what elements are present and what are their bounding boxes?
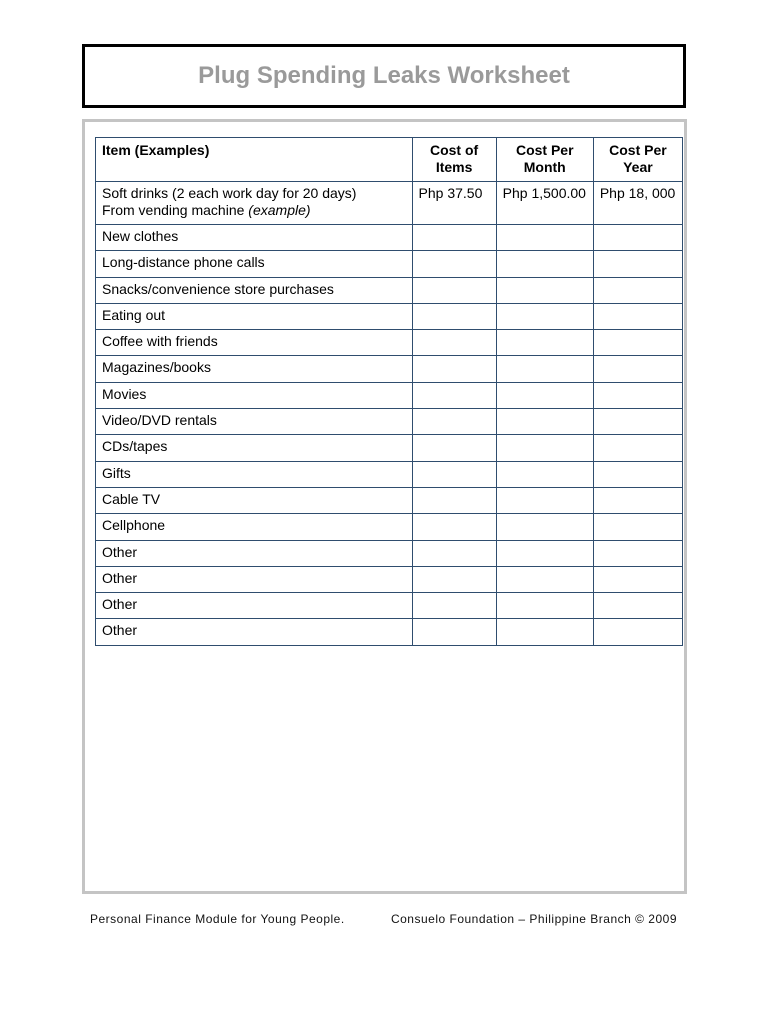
example-row <box>96 182 683 225</box>
title-box <box>82 44 686 108</box>
cost-year-cell[interactable] <box>593 277 682 303</box>
cost-year-cell[interactable] <box>593 619 682 645</box>
header-item <box>96 138 413 182</box>
cost-month-cell[interactable] <box>496 303 593 329</box>
header-cost-month-line1: Cost Per <box>515 142 574 158</box>
cost-year-cell[interactable] <box>593 566 682 592</box>
cost-items-cell[interactable] <box>412 593 496 619</box>
example-item-cell <box>96 182 413 225</box>
header-cost-year-line2: Year <box>623 159 653 175</box>
table-row <box>96 593 683 619</box>
table-row <box>96 382 683 408</box>
cost-month-cell[interactable] <box>496 487 593 513</box>
item-label-cell: Movies <box>96 382 413 408</box>
cost-items-cell[interactable] <box>412 303 496 329</box>
item-label-cell: Video/DVD rentals <box>96 409 413 435</box>
cost-year-cell[interactable] <box>593 409 682 435</box>
item-label-cell: Cable TV <box>96 487 413 513</box>
cost-year-cell[interactable] <box>593 487 682 513</box>
cost-month-cell[interactable] <box>496 435 593 461</box>
cost-year-cell[interactable] <box>593 356 682 382</box>
page-title: Plug Spending Leaks Worksheet <box>198 62 570 89</box>
item-label-cell: Eating out <box>96 303 413 329</box>
cost-items-cell[interactable] <box>412 619 496 645</box>
table-row <box>96 225 683 251</box>
table-row <box>96 251 683 277</box>
example-cost-year: Php 18, 000 <box>593 182 682 225</box>
cost-year-cell[interactable] <box>593 435 682 461</box>
table-row <box>96 435 683 461</box>
cost-items-cell[interactable] <box>412 382 496 408</box>
item-label-cell: Long-distance phone calls <box>96 251 413 277</box>
item-label-cell: New clothes <box>96 225 413 251</box>
cost-items-cell[interactable] <box>412 225 496 251</box>
cost-month-cell[interactable] <box>496 277 593 303</box>
item-label-cell: Cellphone <box>96 514 413 540</box>
example-italic-note: (example) <box>248 202 311 218</box>
cost-month-cell[interactable] <box>496 461 593 487</box>
item-label-cell: Other <box>96 540 413 566</box>
header-cost-items-line1: Cost of <box>429 142 479 158</box>
table-row <box>96 330 683 356</box>
example-line2: From vending machine <box>102 202 249 218</box>
cost-items-cell[interactable] <box>412 487 496 513</box>
cost-month-cell[interactable] <box>496 225 593 251</box>
cost-items-cell[interactable] <box>412 566 496 592</box>
cost-month-cell[interactable] <box>496 593 593 619</box>
cost-month-cell[interactable] <box>496 566 593 592</box>
cost-month-cell[interactable] <box>496 514 593 540</box>
cost-items-cell[interactable] <box>412 514 496 540</box>
table-row <box>96 356 683 382</box>
cost-year-cell[interactable] <box>593 303 682 329</box>
example-cost-items: Php 37.50 <box>412 182 496 225</box>
cost-month-cell[interactable] <box>496 382 593 408</box>
table-row <box>96 487 683 513</box>
header-cost-month-line2: Month <box>523 159 566 175</box>
footer-right: Consuelo Foundation – Philippine Branch © 2009 <box>390 912 677 926</box>
cost-month-cell[interactable] <box>496 540 593 566</box>
footer-left: Personal Finance Module for Young People. <box>90 912 345 926</box>
table-row <box>96 566 683 592</box>
table-row <box>96 540 683 566</box>
cost-year-cell[interactable] <box>593 382 682 408</box>
table-row <box>96 277 683 303</box>
cost-year-cell[interactable] <box>593 461 682 487</box>
cost-month-cell[interactable] <box>496 619 593 645</box>
cost-items-cell[interactable] <box>412 330 496 356</box>
cost-items-cell[interactable] <box>412 356 496 382</box>
header-cost-items <box>412 138 496 182</box>
cost-items-cell[interactable] <box>412 461 496 487</box>
item-label-cell: Other <box>96 619 413 645</box>
item-label-cell: Other <box>96 593 413 619</box>
header-item-label: Item (Examples) <box>102 142 210 158</box>
worksheet-table <box>95 137 683 646</box>
header-cost-year <box>593 138 682 182</box>
cost-month-cell[interactable] <box>496 356 593 382</box>
cost-year-cell[interactable] <box>593 593 682 619</box>
cost-year-cell[interactable] <box>593 225 682 251</box>
example-cost-month: Php 1,500.00 <box>496 182 593 225</box>
header-cost-month <box>496 138 593 182</box>
cost-month-cell[interactable] <box>496 409 593 435</box>
cost-year-cell[interactable] <box>593 514 682 540</box>
cost-month-cell[interactable] <box>496 251 593 277</box>
cost-year-cell[interactable] <box>593 540 682 566</box>
item-label-cell: Magazines/books <box>96 356 413 382</box>
cost-items-cell[interactable] <box>412 540 496 566</box>
cost-items-cell[interactable] <box>412 277 496 303</box>
cost-year-cell[interactable] <box>593 251 682 277</box>
table-row <box>96 303 683 329</box>
item-label-cell: Other <box>96 566 413 592</box>
cost-year-cell[interactable] <box>593 330 682 356</box>
item-label-cell: Gifts <box>96 461 413 487</box>
table-row <box>96 409 683 435</box>
cost-items-cell[interactable] <box>412 251 496 277</box>
example-line1: Soft drinks (2 each work day for 20 days) <box>102 185 357 201</box>
item-label-cell: CDs/tapes <box>96 435 413 461</box>
table-row <box>96 619 683 645</box>
item-label-cell: Coffee with friends <box>96 330 413 356</box>
table-header-row <box>96 138 683 182</box>
cost-items-cell[interactable] <box>412 409 496 435</box>
cost-month-cell[interactable] <box>496 330 593 356</box>
header-cost-items-line2: Items <box>435 159 473 175</box>
header-cost-year-line1: Cost Per <box>609 142 667 158</box>
table-row <box>96 514 683 540</box>
cost-items-cell[interactable] <box>412 435 496 461</box>
item-label-cell: Snacks/convenience store purchases <box>96 277 413 303</box>
table-row <box>96 461 683 487</box>
